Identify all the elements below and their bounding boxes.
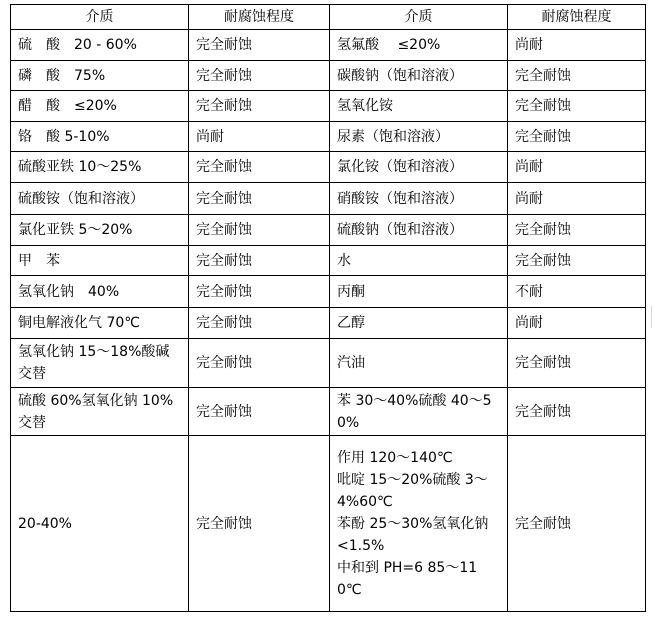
resistance-cell: 完全耐蚀 (189, 246, 330, 276)
header-medium-1: 介质 (11, 5, 189, 30)
table-row (11, 152, 646, 183)
medium-cell: 氢氧化钠 40% (11, 276, 189, 308)
resistance-cell: 完全耐蚀 (189, 183, 330, 215)
resistance-cell: 完全耐蚀 (189, 30, 330, 61)
resistance-cell: 尚耐 (189, 122, 330, 152)
table-row (11, 215, 646, 246)
medium-cell: 苯 30～40%硫酸 40～50% (330, 388, 508, 436)
medium-cell: 氢氧化钠 15～18%酸碱交替 (11, 339, 189, 388)
corrosion-resistance-table-container (10, 4, 645, 633)
medium-cell: 甲 苯 (11, 246, 189, 276)
header-resistance-1: 耐腐蚀程度 (189, 5, 330, 30)
medium-cell: 硫 酸 20 - 60% (11, 30, 189, 61)
medium-cell: 尿素（饱和溶液） (330, 122, 508, 152)
resistance-cell: 完全耐蚀 (508, 246, 646, 276)
resistance-cell: 尚耐 (508, 308, 646, 339)
resistance-cell: 尚耐 (508, 183, 646, 215)
medium-cell: 水 (330, 246, 508, 276)
resistance-cell: 完全耐蚀 (189, 339, 330, 388)
medium-cell: 汽油 (330, 339, 508, 388)
medium-cell: 铜电解液化气 70℃ (11, 308, 189, 339)
header-row (11, 5, 646, 30)
header-medium-2: 介质 (330, 5, 508, 30)
resistance-cell: 尚耐 (508, 152, 646, 183)
table-row (11, 276, 646, 308)
medium-cell: 20-40% (11, 436, 189, 612)
medium-cell: 磷 酸 75% (11, 61, 189, 91)
resistance-cell: 尚耐 (508, 30, 646, 61)
medium-cell: 丙酮 (330, 276, 508, 308)
resistance-cell: 完全耐蚀 (189, 215, 330, 246)
medium-cell: 氯化亚铁 5～20% (11, 215, 189, 246)
resistance-cell: 完全耐蚀 (189, 152, 330, 183)
medium-cell: 硫酸 60%氢氧化钠 10%交替 (11, 388, 189, 436)
medium-cell: 碳酸钠（饱和溶液） (330, 61, 508, 91)
table-row (11, 61, 646, 91)
resistance-cell: 完全耐蚀 (508, 436, 646, 612)
medium-cell: 作用 120～140℃ 吡啶 15～20%硫酸 3～4%60℃ 苯酚 25～30%氢氧化钠<1.5% 中和到 PH=6 85～110℃ (330, 436, 508, 612)
medium-cell: 硫酸钠（饱和溶液） (330, 215, 508, 246)
table-row (11, 436, 646, 612)
table-row (11, 30, 646, 61)
resistance-cell: 完全耐蚀 (508, 91, 646, 122)
resistance-cell: 完全耐蚀 (508, 215, 646, 246)
table-row (11, 388, 646, 436)
table-row (11, 308, 646, 339)
medium-cell: 硫酸铵（饱和溶液） (11, 183, 189, 215)
page-edge-mark (651, 306, 652, 328)
resistance-cell: 完全耐蚀 (189, 436, 330, 612)
table-row (11, 183, 646, 215)
table-row (11, 91, 646, 122)
medium-cell: 氯化铵（饱和溶液） (330, 152, 508, 183)
medium-cell: 氢氟酸 ≤20% (330, 30, 508, 61)
resistance-cell: 完全耐蚀 (189, 91, 330, 122)
table-row (11, 122, 646, 152)
resistance-cell: 完全耐蚀 (508, 122, 646, 152)
medium-cell: 硝酸铵（饱和溶液） (330, 183, 508, 215)
resistance-cell: 完全耐蚀 (189, 61, 330, 91)
header-resistance-2: 耐腐蚀程度 (508, 5, 646, 30)
resistance-cell: 完全耐蚀 (508, 388, 646, 436)
table-row (11, 246, 646, 276)
resistance-cell: 完全耐蚀 (508, 61, 646, 91)
medium-cell: 硫酸亚铁 10～25% (11, 152, 189, 183)
corrosion-resistance-table (10, 4, 646, 612)
resistance-cell: 完全耐蚀 (189, 388, 330, 436)
resistance-cell: 完全耐蚀 (189, 308, 330, 339)
resistance-cell: 不耐 (508, 276, 646, 308)
table-row (11, 339, 646, 388)
medium-cell: 乙醇 (330, 308, 508, 339)
resistance-cell: 完全耐蚀 (189, 276, 330, 308)
resistance-cell: 完全耐蚀 (508, 339, 646, 388)
medium-cell: 铬 酸 5-10% (11, 122, 189, 152)
medium-cell: 醋 酸 ≤20% (11, 91, 189, 122)
medium-cell: 氢氧化铵 (330, 91, 508, 122)
